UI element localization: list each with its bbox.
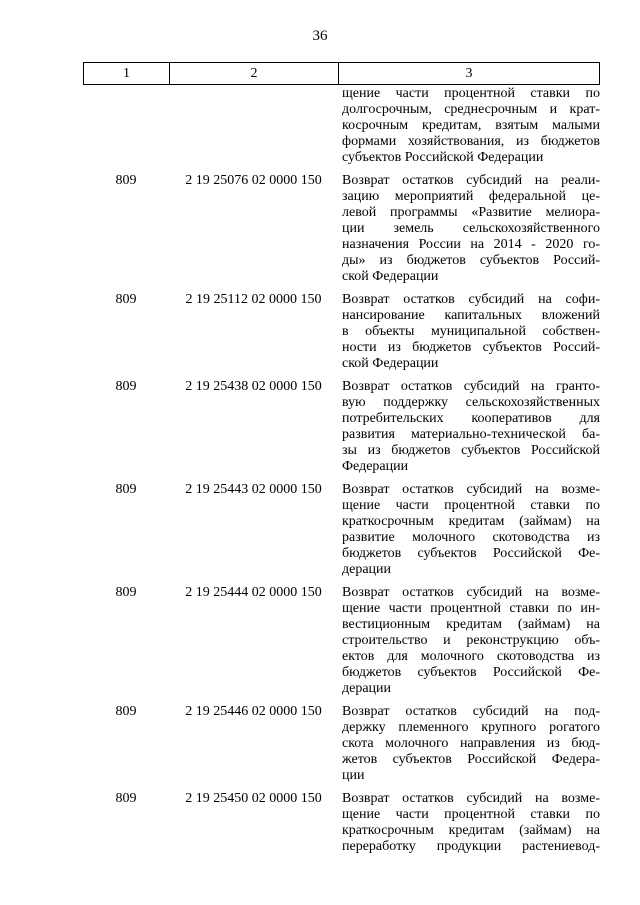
kbk-code-cell: [169, 86, 338, 166]
table-body: [83, 86, 600, 862]
admin-code-cell: 809: [115, 173, 137, 188]
description-line: Возврат остатков субсидий на гранто-: [342, 379, 600, 394]
table-row: [83, 585, 600, 697]
description-line: Возврат остатков субсидий на софи-: [342, 292, 600, 307]
description-line: строительство и реконструкцию объ-: [342, 633, 600, 648]
description-line: потребительских кооперативов для: [342, 411, 600, 426]
description-line: держку племенного крупного рогатого: [342, 720, 600, 735]
description-line: дерации: [342, 562, 392, 577]
admin-code-cell: 809: [115, 482, 137, 497]
description-line: ности из бюджетов субъектов Россий-: [342, 340, 600, 355]
description-line: левой программы «Развитие мелиора-: [342, 205, 600, 220]
kbk-code-cell: 2 19 25446 02 0000 150: [185, 704, 322, 719]
admin-code-cell: 809: [115, 791, 137, 806]
kbk-code-cell: 2 19 25076 02 0000 150: [185, 173, 322, 188]
description-line: щение части процентной ставки по: [342, 86, 600, 101]
description-line: ции: [342, 768, 365, 783]
description-line: развития материально-технической ба-: [342, 427, 600, 442]
description-line: щение части процентной ставки по: [342, 807, 600, 822]
description-line: бюджетов субъектов Российской Фе-: [342, 665, 600, 680]
description-line: в объекты муниципальной собствен-: [342, 324, 600, 339]
description-cell: [338, 86, 600, 166]
description-line: бюджетов субъектов Российской Фе-: [342, 546, 600, 561]
table-row: [83, 791, 600, 855]
description-line: вестиционным кредитам (займам) на: [342, 617, 600, 632]
description-cell: [338, 292, 600, 372]
description-line: зы из бюджетов субъектов Российской: [342, 443, 600, 458]
table-row: [83, 482, 600, 578]
page-number: 36: [312, 28, 328, 44]
description-line: Возврат остатков субсидий на возме-: [342, 585, 600, 600]
admin-code-cell: 809: [115, 379, 137, 394]
description-line: вую поддержку сельскохозяйственных: [342, 395, 600, 410]
admin-code-cell: 809: [115, 585, 137, 600]
kbk-code-cell: 2 19 25444 02 0000 150: [185, 585, 322, 600]
description-line: дерации: [342, 681, 392, 696]
admin-code-cell: 809: [115, 292, 137, 307]
description-line: краткосрочным кредитам (займам) на: [342, 514, 600, 529]
description-line: ции земель сельскохозяйственного: [342, 221, 600, 236]
description-line: назначения России на 2014 - 2020 го-: [342, 237, 600, 252]
admin-code-cell: [83, 86, 169, 166]
description-line: развитие молочного скотоводства из: [342, 530, 600, 545]
admin-code-cell: 809: [115, 704, 137, 719]
kbk-code-cell: 2 19 25112 02 0000 150: [185, 292, 322, 307]
description-line: жетов субъектов Российской Федера-: [342, 752, 600, 767]
table-row: [83, 379, 600, 475]
description-line: Возврат остатков субсидий на под-: [342, 704, 600, 719]
description-line: ской Федерации: [342, 356, 439, 371]
description-cell: [338, 173, 600, 285]
description-line: щение части процентной ставки по ин-: [342, 601, 600, 616]
description-line: Возврат остатков субсидий на возме-: [342, 791, 600, 806]
description-line: субъектов Российской Федерации: [342, 150, 544, 165]
kbk-code-cell: 2 19 25438 02 0000 150: [185, 379, 322, 394]
description-line: краткосрочным кредитам (займам) на: [342, 823, 600, 838]
description-line: щение части процентной ставки по: [342, 498, 600, 513]
column-header-1: 1: [84, 63, 170, 84]
description-cell: [338, 482, 600, 578]
table-row: [83, 704, 600, 784]
table-row: [83, 292, 600, 372]
description-line: зацию мероприятий федеральной це-: [342, 189, 600, 204]
description-line: нансирование капитальных вложений: [342, 308, 600, 323]
column-header-3: 3: [465, 66, 473, 81]
kbk-code-cell: 2 19 25443 02 0000 150: [185, 482, 322, 497]
table-row: [83, 173, 600, 285]
description-line: скота молочного направления из бюд-: [342, 736, 600, 751]
kbk-code-cell: 2 19 25450 02 0000 150: [185, 791, 322, 806]
description-cell: [338, 704, 600, 784]
description-line: Возврат остатков субсидий на реали-: [342, 173, 600, 188]
description-cell: [338, 379, 600, 475]
table-header-row: [83, 62, 600, 85]
description-line: долгосрочным, среднесрочным и крат-: [342, 102, 600, 117]
description-line: формами хозяйствования, из бюджетов: [342, 134, 600, 149]
description-line: ской Федерации: [342, 269, 439, 284]
description-line: Возврат остатков субсидий на возме-: [342, 482, 600, 497]
description-cell: [338, 585, 600, 697]
description-line: Федерации: [342, 459, 409, 474]
table-row-continuation: [83, 86, 600, 166]
description-cell: [338, 791, 600, 855]
description-line: ектов для молочного скотоводства из: [342, 649, 600, 664]
column-header-2: 2: [170, 63, 339, 84]
description-line: переработку продукции растениевод-: [342, 839, 600, 854]
description-line: ды» из бюджетов субъектов Россий-: [342, 253, 600, 268]
description-line: косрочным кредитам, взятым малыми: [342, 118, 600, 133]
